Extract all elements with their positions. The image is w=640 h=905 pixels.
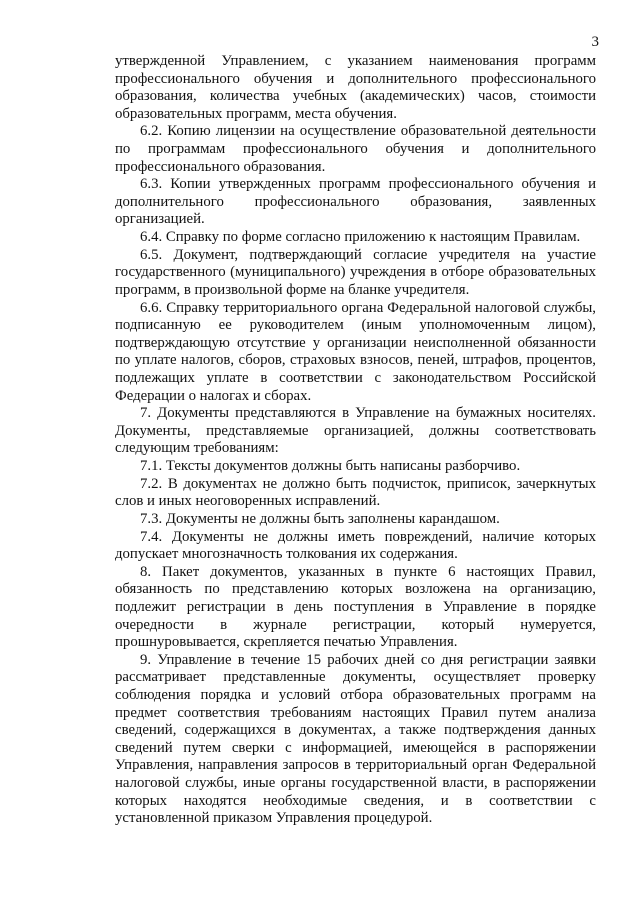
paragraph: 6.5. Документ, подтверждающий согласие учредителя на участие государственного (муниципального) учреждения в отборе образовательных программ, в произвольной форме на бланке учредителя. bbox=[115, 246, 596, 298]
paragraph: 7.1. Тексты документов должны быть написаны разборчиво. bbox=[140, 457, 521, 474]
paragraph: 6.6. Справку территориального органа Федеральной налоговой службы, подписанную ее руководителем (иным уполномоченным лицом), подтверждающую отсутствие у организации неисполненной обязанности по уплате налогов, сборов, страховых взносов, пеней, штрафов, процентов, подлежащих уплате в соответствии с законодательством Российской Федерации о налогах и сборах. bbox=[115, 299, 596, 404]
page-number: 3 bbox=[591, 34, 599, 50]
paragraph: 8. Пакет документов, указанных в пункте 6 настоящих Правил, обязанность по представлению которых возложена на организацию, подлежит регистрации в день поступления в Управление в порядке очередности в журнале регистрации, который нумеруется, прошнуровывается, скрепляется печатью Управления. bbox=[115, 563, 596, 651]
paragraph: утвержденной Управлением, с указанием наименования программ профессионального обучения и дополнительного профессионального образования, количества учебных (академических) часов, стоимости образовательных программ, места обучения. bbox=[115, 53, 596, 122]
paragraph: 6.4. Справку по форме согласно приложению к настоящим Правилам. bbox=[140, 229, 581, 246]
document-body bbox=[115, 53, 596, 828]
paragraph: 6.3. Копии утвержденных программ профессионального обучения и дополнительного профессионального образования, заявленных организацией. bbox=[115, 176, 596, 228]
paragraph: 7.2. В документах не должно быть подчисток, приписок, зачеркнутых слов и иных неоговоренных исправлений. bbox=[115, 475, 596, 510]
paragraph: 7.3. Документы не должны быть заполнены карандашом. bbox=[140, 510, 500, 527]
paragraph: 6.2. Копию лицензии на осуществление образовательной деятельности по программам профессионального обучения и дополнительного профессионального образования. bbox=[115, 123, 596, 175]
paragraph: 9. Управление в течение 15 рабочих дней со дня регистрации заявки рассматривает представленные документы, осуществляет проверку соблюдения порядка и условий отбора образовательных программ на предмет соответствия требованиям настоящих Правил путем анализа сведений, содержащихся в документах, а также подтверждения данных сведений путем сверки с информацией, имеющейся в распоряжении Управления, направления запросов в территориальный орган Федеральной налоговой службы, иные органы государственной власти, в распоряжении которых находятся необходимые сведения, и в соответствии с установленной приказом Управления процедурой. bbox=[115, 651, 596, 827]
paragraph: 7.4. Документы не должны иметь повреждений, наличие которых допускает многозначность толкования их содержания. bbox=[115, 528, 596, 563]
paragraph: 7. Документы представляются в Управление на бумажных носителях. Документы, представляемые организацией, должны соответствовать следующим требованиям: bbox=[115, 405, 596, 457]
